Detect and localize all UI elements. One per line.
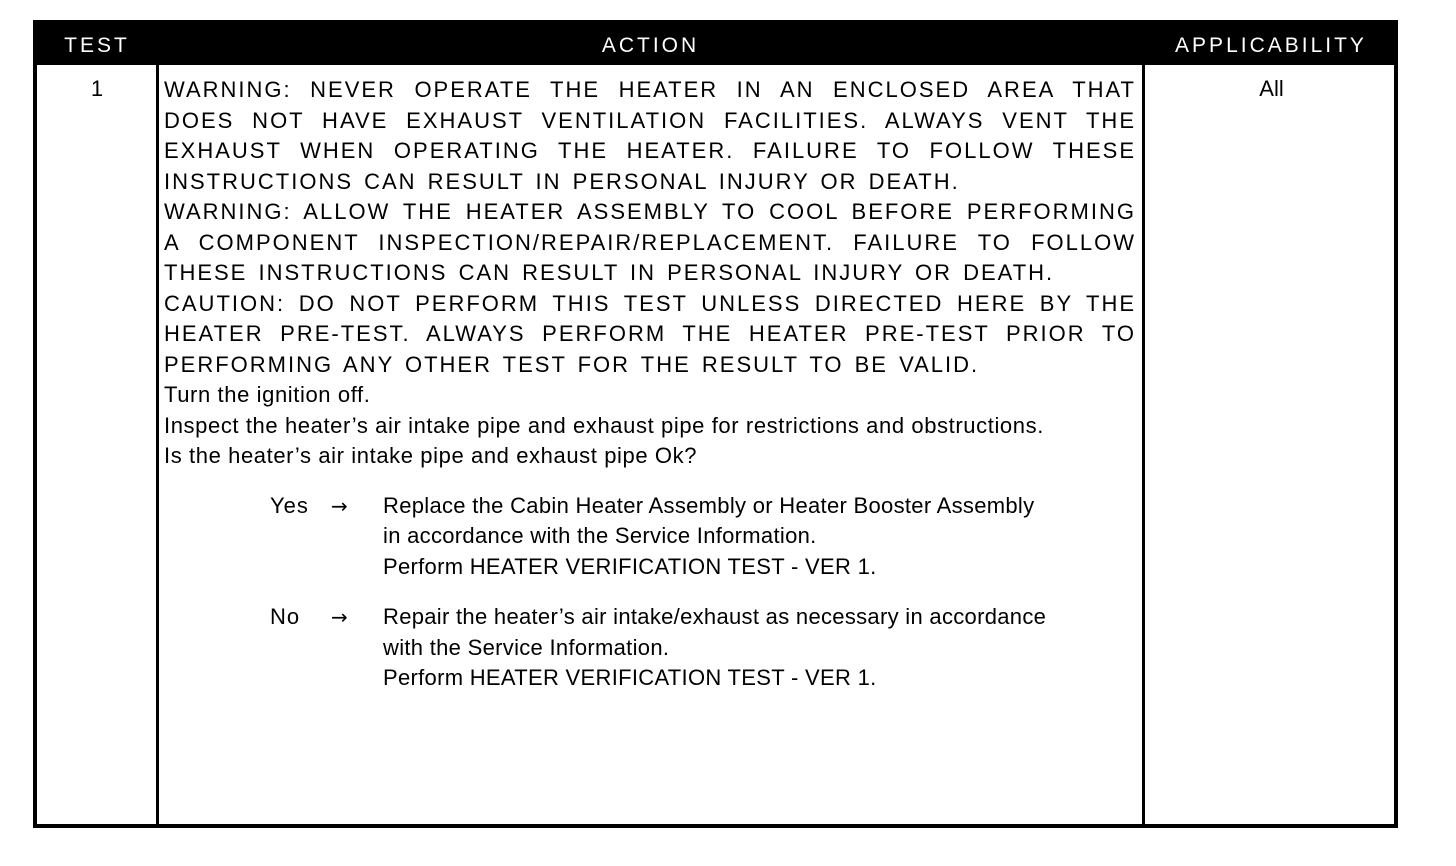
column-divider [156,65,159,824]
answer-yes [164,491,1136,583]
answer-list [164,491,1136,694]
header-test: TEST [64,34,130,57]
answer-instructions [383,602,1136,694]
caution-text: CAUTION: DO NOT PERFORM THIS TEST UNLESS DIRECTED HERE BY THE HEATER PRE-TEST. ALWAYS PERFORM THE HEATER PRE-TEST PRIOR TO PERFORMING ANY OTHER TEST FOR THE RESULT TO BE VALID. [164,290,1136,377]
step-text: Turn the ignition off. [164,382,371,407]
header-action: ACTION [601,34,700,57]
answer-label: No [270,604,301,629]
answer-line: Perform HEATER VERIFICATION TEST - VER 1. [383,553,877,579]
column-divider [1142,65,1145,824]
applicability-value: All [1259,76,1284,101]
answer-line: in accordance with the Service Information. [383,523,817,548]
header-applicability: APPLICABILITY [1175,34,1367,57]
warning-text: WARNING: NEVER OPERATE THE HEATER IN AN ENCLOSED AREA THAT DOES NOT HAVE EXHAUST VENTILATION FACILITIES. ALWAYS VENT THE EXHAUST WHEN OPERATING THE HEATER. FAILURE TO FOLLOW THESE INSTRUCTIONS CAN RESULT IN PERSONAL INJURY OR DEATH. [164,77,1136,194]
step-text: Inspect the heater’s air intake pipe and exhaust pipe for restrictions and obstructions. [164,412,1044,438]
answer-line: Perform HEATER VERIFICATION TEST - VER 1. [383,665,877,690]
arrow-right-icon: → [331,493,348,518]
answer-line: Repair the heater’s air intake/exhaust as necessary in accordance [383,604,1047,629]
answer-label: Yes [270,492,309,518]
answer-instructions [383,491,1136,583]
table-header [37,24,1394,65]
question-text: Is the heater’s air intake pipe and exhaust pipe Ok? [164,443,698,468]
test-number: 1 [90,76,104,101]
diagnostic-test-table [33,20,1398,828]
warning-text: WARNING: ALLOW THE HEATER ASSEMBLY TO COOL BEFORE PERFORMING A COMPONENT INSPECTION/REPAIR/REPLACEMENT. FAILURE TO FOLLOW THESE INSTRUCTIONS CAN RESULT IN PERSONAL INJURY OR DEATH. [164,199,1136,285]
answer-line: with the Service Information. [383,634,670,660]
answer-no [164,602,1136,694]
arrow-right-icon: → [331,605,348,629]
action-cell [164,75,1136,714]
answer-line: Replace the Cabin Heater Assembly or Heater Booster Assembly [383,492,1035,518]
